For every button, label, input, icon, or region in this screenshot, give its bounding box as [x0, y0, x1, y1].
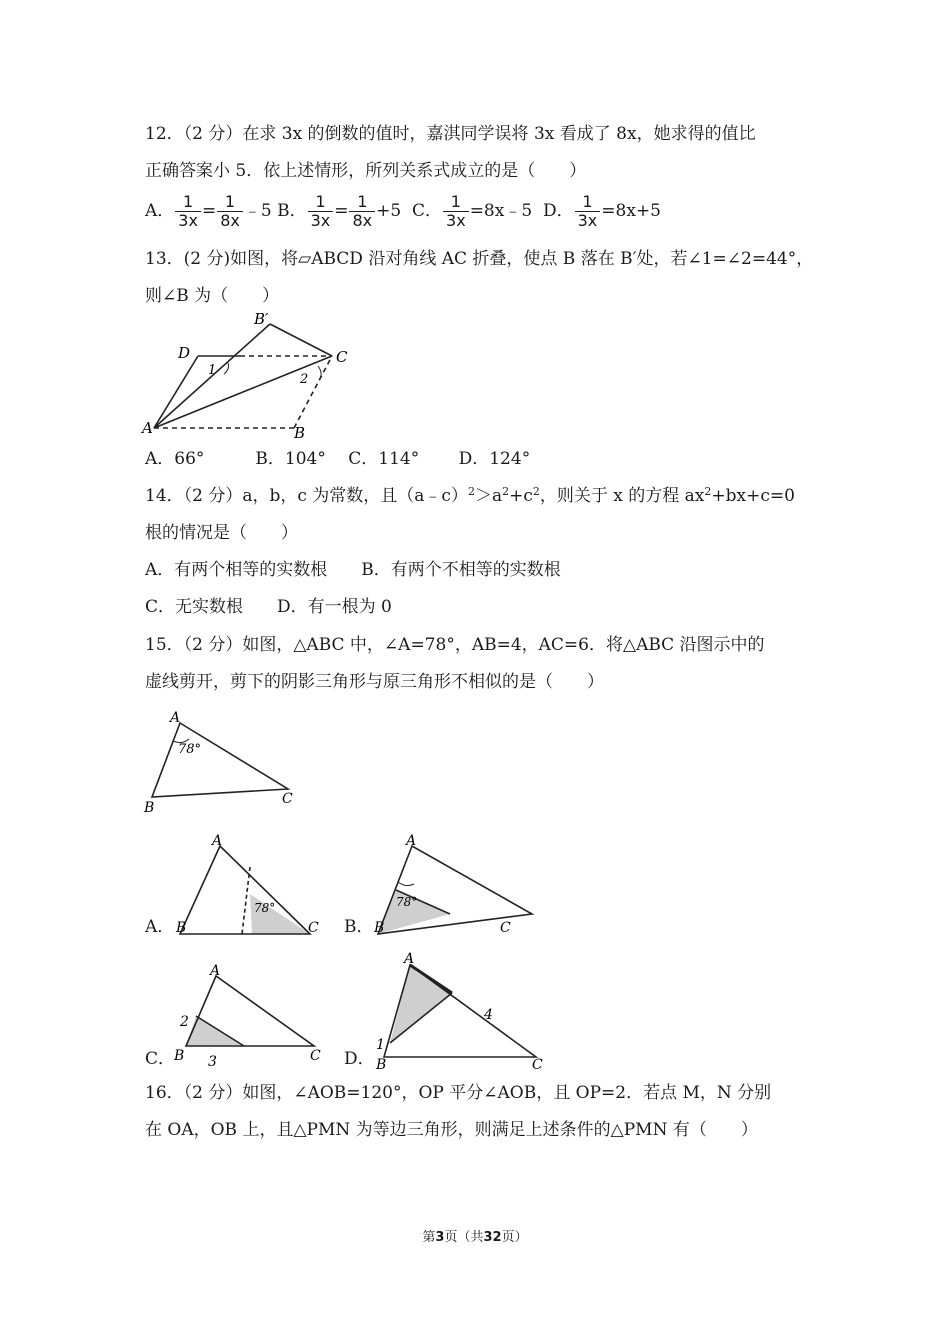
- q12-option-b-label: B．: [277, 201, 307, 221]
- fraction: $\frac{1}{8x}$: [217, 193, 243, 230]
- q12-line2: 正确答案小 5．依上述情形，所列关系式成立的是（ ）: [145, 161, 587, 181]
- q14-line1: 14．（2 分）a，b，c 为常数，且$(a﹣c)^2>a^2+c^2$，则关于 x 的方程 $ax^2+bx+c=0$: [145, 485, 795, 506]
- label-c: C: [282, 791, 293, 807]
- label-c: C: [308, 920, 319, 936]
- label-a: A: [170, 710, 181, 726]
- fraction: $\frac{1}{3x}$: [575, 193, 601, 230]
- q13-line1: 13．(2 分)如图，将▱ABCD 沿对角线 AC 折叠，使点 B 落在 B′处，若∠1=∠2=44°，: [145, 249, 814, 269]
- label-c: C: [310, 1048, 321, 1064]
- label-d: D: [178, 344, 191, 362]
- q13-line2: 则∠B 为（ ）: [145, 286, 280, 306]
- q15-option-a-label: A．: [145, 917, 175, 937]
- q14-line2: 根的情况是（ ）: [145, 523, 298, 543]
- segment-b-prime-c: [270, 324, 332, 356]
- segment-bc-dashed: [294, 356, 332, 428]
- q15-option-c-label: C．: [145, 1049, 176, 1069]
- label-c: C: [500, 920, 511, 936]
- label-c: C: [336, 348, 348, 366]
- label-a: A: [406, 833, 417, 849]
- q12-option-d-label: D．: [542, 201, 574, 221]
- label-four: 4: [484, 1007, 493, 1023]
- label-angle-1: 1: [208, 363, 217, 378]
- label-two: 2: [180, 1014, 189, 1030]
- label-angle: 78°: [254, 901, 276, 915]
- q12-option-a-label: A．: [145, 201, 175, 221]
- label-one: 1: [376, 1037, 385, 1053]
- q15-option-c-figure: [170, 960, 330, 1075]
- q14-options-cd: C．无实数根 D．有一根为 0: [145, 597, 392, 617]
- page-footer: 第3页（共32页）: [422, 1230, 528, 1245]
- label-a: A: [212, 833, 223, 849]
- fraction: $\frac{1}{8x}$: [349, 193, 375, 230]
- label-b: B: [374, 920, 385, 936]
- label-b: B: [174, 1048, 185, 1064]
- angle-2-arc: [318, 366, 321, 378]
- q15-main-triangle: [140, 705, 300, 815]
- label-angle: 78°: [178, 742, 202, 757]
- label-b-prime: B′: [254, 310, 269, 328]
- segment-ad: [154, 356, 198, 428]
- label-a: A: [404, 951, 415, 967]
- label-angle-2: 2: [300, 372, 309, 387]
- label-b: B: [176, 920, 187, 936]
- label-b: B: [376, 1057, 387, 1070]
- q15-option-a-figure: [170, 830, 330, 940]
- fraction: $\frac{1}{3x}$: [175, 193, 201, 230]
- q16-line2: 在 OA，OB 上，且△PMN 为等边三角形，则满足上述条件的△PMN 有（ ）: [145, 1120, 758, 1140]
- label-angle: 78°: [396, 895, 418, 909]
- q15-option-b-figure: [368, 830, 538, 940]
- label-a: A: [210, 963, 221, 979]
- fraction: $\frac{1}{3x}$: [308, 193, 334, 230]
- q16-line1: 16．（2 分）如图，∠AOB=120°，OP 平分∠AOB，且 OP=2．若点 M，N 分别: [145, 1083, 772, 1103]
- q14-options-ab: A．有两个相等的实数根 B．有两个不相等的实数根: [145, 560, 561, 580]
- total-pages: 32: [483, 1230, 502, 1245]
- label-b: B: [144, 800, 155, 815]
- fraction: $\frac{1}{3x}$: [443, 193, 469, 230]
- page-number: 3: [435, 1230, 445, 1245]
- q15-option-d-figure: [368, 945, 548, 1070]
- label-three: 3: [208, 1054, 217, 1070]
- segment-ac: [154, 356, 332, 428]
- q15-line1: 15．（2 分）如图，△ABC 中，∠A=78°，AB=4，AC=6．将△ABC 沿图示中的: [145, 635, 765, 655]
- q12-line1: 12．（2 分）在求 3x 的倒数的值时，嘉淇同学误将 3x 看成了 8x，她求得的值比: [145, 124, 756, 144]
- q15-line2: 虚线剪开，剪下的阴影三角形与原三角形不相似的是（ ）: [145, 672, 604, 692]
- q13-options: A．66° B．104° C．114° D．124°: [145, 449, 531, 469]
- q15-option-d-label: D．: [344, 1049, 375, 1069]
- label-b: B: [294, 424, 306, 442]
- label-c: C: [532, 1057, 543, 1070]
- q15-option-b-label: B．: [344, 917, 374, 937]
- label-a: A: [142, 419, 153, 437]
- q13-fold-figure: [140, 308, 360, 443]
- q12-option-c-label: C．: [412, 201, 443, 221]
- q12-options: A． $\frac{1}{3x}$ = $\frac{1}{8x}$ ﹣5 B． $\frac{1}{3x}$ = $\frac{1}{8x}$ +5 C． $\frac{1}{3x}$ =8x﹣5 D． $\frac{1}{3x}$ =8x+5: [145, 192, 661, 230]
